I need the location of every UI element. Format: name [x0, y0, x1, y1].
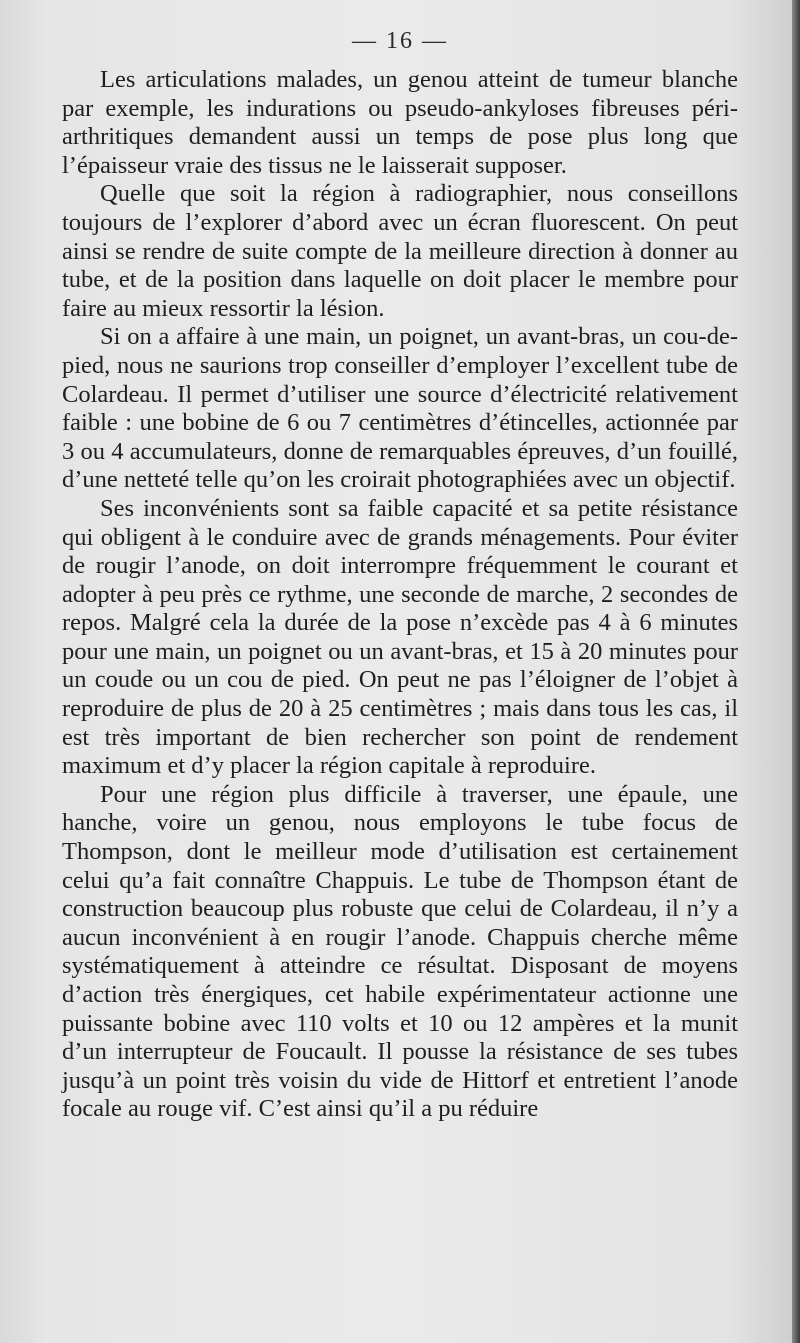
- page-edge-shadow: [792, 0, 800, 1343]
- paragraph: Quelle que soit la région à radiographier, nous conseillons toujours de l’explorer d’abord avec un écran fluorescent. On peut ainsi se rendre de suite compte de la meilleure direction à donner au tube, et de la position dans laquelle on doit placer le membre pour faire au mieux ressortir la lésion.: [62, 180, 738, 322]
- paragraph: Pour une région plus difficile à traverser, une épaule, une hanche, voire un genou, nous employons le tube focus de Thompson, dont le meilleur mode d’utilisation est certainement celui qu’a fait connaître Chappuis. Le tube de Thompson étant de construction beaucoup plus robuste que celui de Colardeau, il n’y a aucun inconvénient à en rougir l’anode. Chappuis cherche même systématiquement à atteindre ce résultat. Disposant de moyens d’action très énergiques, cet habile expérimentateur actionne une puissante bobine avec 110 volts et 10 ou 12 ampères et la munit d’un interrupteur de Foucault. Il pousse la résistance de ses tubes jusqu’à un point très voisin du vide de Hittorf et entretient l’anode focale au rouge vif. C’est ainsi qu’il a pu réduire: [62, 780, 738, 1123]
- paragraph: Les articulations malades, un genou atteint de tumeur blanche par exemple, les indurations ou pseudo-ankyloses fibreuses péri-arthritiques demandent aussi un temps de pose plus long que l’épaisseur vraie des tissus ne le laisserait supposer.: [62, 66, 738, 179]
- body-text: [62, 66, 738, 1124]
- paragraph: Ses inconvénients sont sa faible capacité et sa petite résistance qui obligent à le conduire avec de grands ménagements. Pour éviter de rougir l’anode, on doit interrompre fréquemment le courant et adopter à peu près ce rythme, une seconde de marche, 2 secondes de repos. Malgré cela la durée de la pose n’excède pas 4 à 6 minutes pour une main, un poignet ou un avant-bras, et 15 à 20 minutes pour un coude ou un cou de pied. On peut ne pas l’éloigner de l’objet à reproduire de plus de 20 à 25 centimètres ; mais dans tous les cas, il est très important de bien rechercher son point de rendement maximum et d’y placer la région capitale à reproduire.: [62, 494, 738, 780]
- paragraph: Si on a affaire à une main, un poignet, un avant-bras, un cou-de-pied, nous ne saurions trop conseiller d’employer l’excellent tube de Colardeau. Il permet d’utiliser une source d’électricité relativement faible : une bobine de 6 ou 7 centimètres d’étincelles, actionnée par 3 ou 4 accumulateurs, donne de remarquables épreuves, d’un fouillé, d’une netteté telle qu’on les croirait photographiées avec un objectif.: [62, 323, 738, 494]
- page-number: — 16 —: [352, 28, 448, 54]
